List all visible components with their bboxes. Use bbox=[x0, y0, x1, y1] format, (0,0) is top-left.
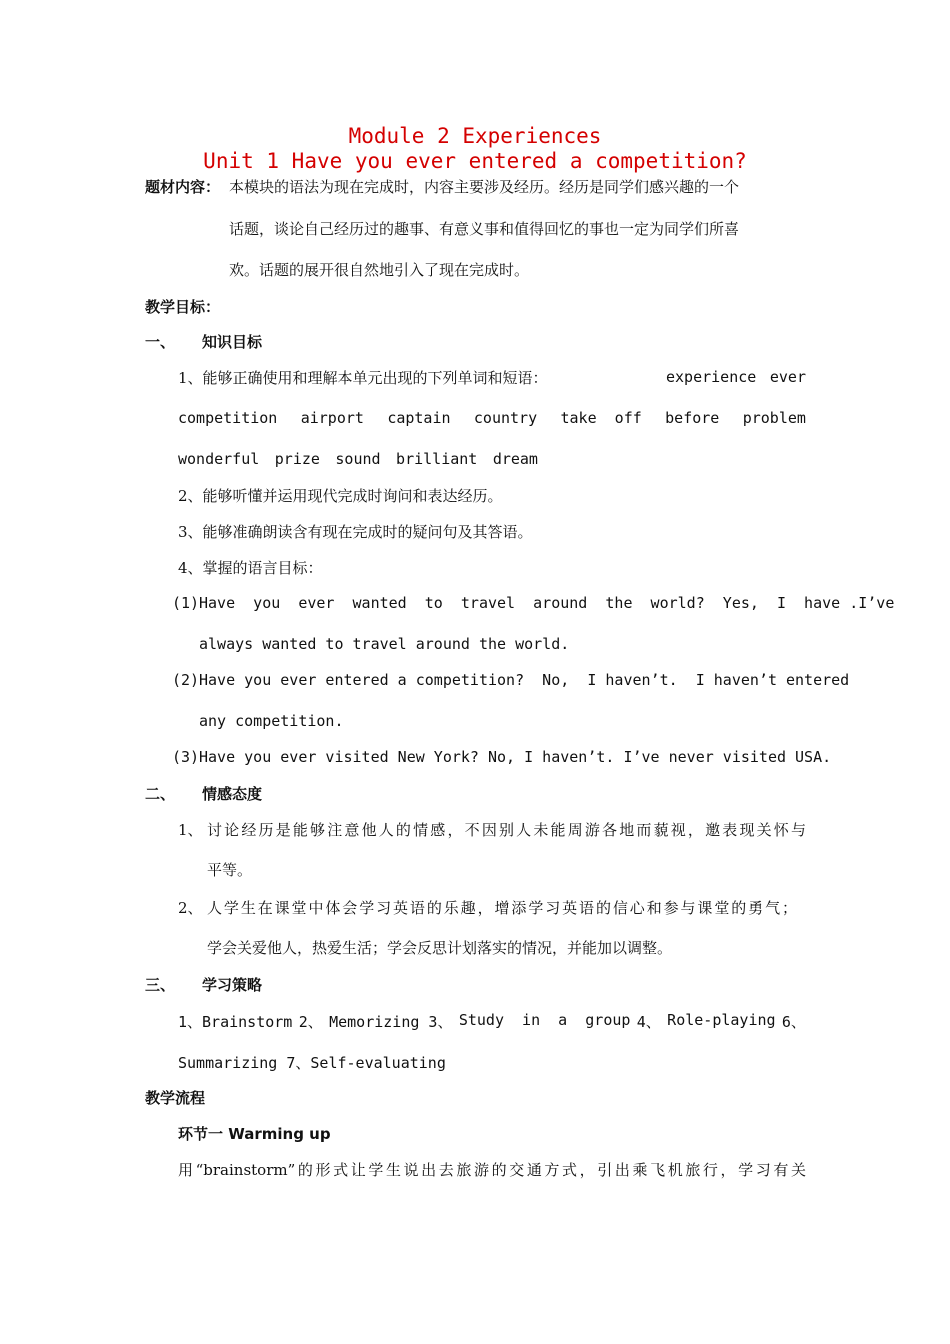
goals-heading: 教学目标： bbox=[145, 298, 221, 316]
vocab-word: captain bbox=[387, 409, 451, 427]
target-sentence: Have you ever wanted to travel around the world? Yes, I have .I’ve bbox=[199, 594, 895, 612]
vocab-line-1 bbox=[666, 368, 806, 386]
attitude-text-cont: 学会关爱他人，热爱生活；学会反思计划落实的情况，并能加以调整。 bbox=[207, 939, 673, 957]
vocab-word: dream bbox=[492, 450, 538, 468]
strategy-item: Role-playing bbox=[667, 1011, 776, 1029]
section2-title: 情感态度 bbox=[202, 785, 263, 803]
step1-title: 环节一 Warming up bbox=[178, 1125, 331, 1143]
vocab-line-3 bbox=[178, 450, 538, 468]
goal-item-3: 3、能够准确朗读含有现在完成时的疑问句及其答语。 bbox=[178, 523, 533, 541]
attitude-text-cont: 平等。 bbox=[207, 861, 253, 879]
target-sentence-cont: always wanted to travel around the world. bbox=[199, 635, 570, 653]
vocab-word: sound bbox=[335, 450, 381, 468]
target-sentence: Have you ever visited New York? No, I haven’t. I’ve never visited USA. bbox=[199, 748, 832, 766]
section1-number: 一、 bbox=[145, 333, 176, 351]
attitude-text: 讨论经历是能够注意他人的情感，不因别人未能周游各地而藐视，邀表现关怀与 bbox=[207, 821, 806, 839]
target-sentence: Have you ever entered a competition? No, I haven’t. I haven’t entered bbox=[199, 671, 850, 689]
target-number: (3) bbox=[172, 748, 200, 766]
strategy-item: 1、Brainstorm bbox=[178, 1013, 293, 1031]
vocab-word: country bbox=[473, 409, 538, 427]
strategies-line-2: Summarizing 7、Self-evaluating bbox=[178, 1054, 446, 1072]
vocab-word: prize bbox=[274, 450, 320, 468]
section3-title: 学习策略 bbox=[202, 976, 263, 994]
vocab-word: before bbox=[665, 409, 720, 427]
content-line-2: 话题，谈论自己经历过的趣事、有意义事和值得回忆的事也一定为同学们所喜 bbox=[229, 220, 740, 238]
strategy-item: Study in a group bbox=[458, 1011, 631, 1029]
content-line-3: 欢。话题的展开很自然地引入了现在完成时。 bbox=[229, 261, 530, 279]
section3-number: 三、 bbox=[145, 976, 176, 994]
strategy-item: 2、 bbox=[298, 1013, 323, 1031]
attitude-text: 人学生在课堂中体会学习英语的乐趣，增添学习英语的信心和参与课堂的勇气； bbox=[207, 899, 797, 917]
vocab-word: airport bbox=[300, 409, 364, 427]
strategy-item: Memorizing 3、 bbox=[329, 1013, 453, 1031]
target-number: (2) bbox=[172, 671, 200, 689]
vocab-word: brilliant bbox=[396, 450, 478, 468]
section1-title: 知识目标 bbox=[202, 333, 263, 351]
target-sentence-cont: any competition. bbox=[199, 712, 344, 730]
content-line-1: 本模块的语法为现在完成时，内容主要涉及经历。经历是同学们感兴趣的一个 bbox=[229, 178, 740, 196]
vocab-line-2 bbox=[178, 409, 806, 427]
step1-text: 用“brainstorm”的形式让学生说出去旅游的交通方式，引出乘飞机旅行，学习有关 bbox=[178, 1161, 806, 1179]
content-label: 题材内容： bbox=[145, 178, 221, 196]
attitude-number: 2、 bbox=[178, 899, 203, 917]
vocab-intro: 1、能够正确使用和理解本单元出现的下列单词和短语： bbox=[178, 369, 548, 387]
process-heading: 教学流程 bbox=[145, 1089, 206, 1107]
vocab-word: wonderful bbox=[178, 450, 260, 468]
section2-number: 二、 bbox=[145, 785, 176, 803]
strategies-line-1 bbox=[178, 1011, 806, 1032]
vocab-word: take off bbox=[560, 409, 642, 427]
strategy-item: 4、 bbox=[636, 1013, 661, 1031]
target-number: (1) bbox=[172, 594, 200, 612]
vocab-word: competition bbox=[178, 409, 278, 427]
vocab-word: problem bbox=[742, 409, 806, 427]
vocab-word: experience bbox=[666, 368, 757, 386]
goal-item-2: 2、能够听懂并运用现代完成时询问和表达经历。 bbox=[178, 487, 503, 505]
module-title: Module 2 Experiences bbox=[348, 124, 602, 148]
attitude-number: 1、 bbox=[178, 821, 203, 839]
strategy-item: 6、 bbox=[781, 1013, 806, 1031]
goal-item-4: 4、掌握的语言目标： bbox=[178, 559, 323, 577]
vocab-word: ever bbox=[769, 368, 806, 386]
unit-title: Unit 1 Have you ever entered a competition? bbox=[203, 149, 747, 173]
